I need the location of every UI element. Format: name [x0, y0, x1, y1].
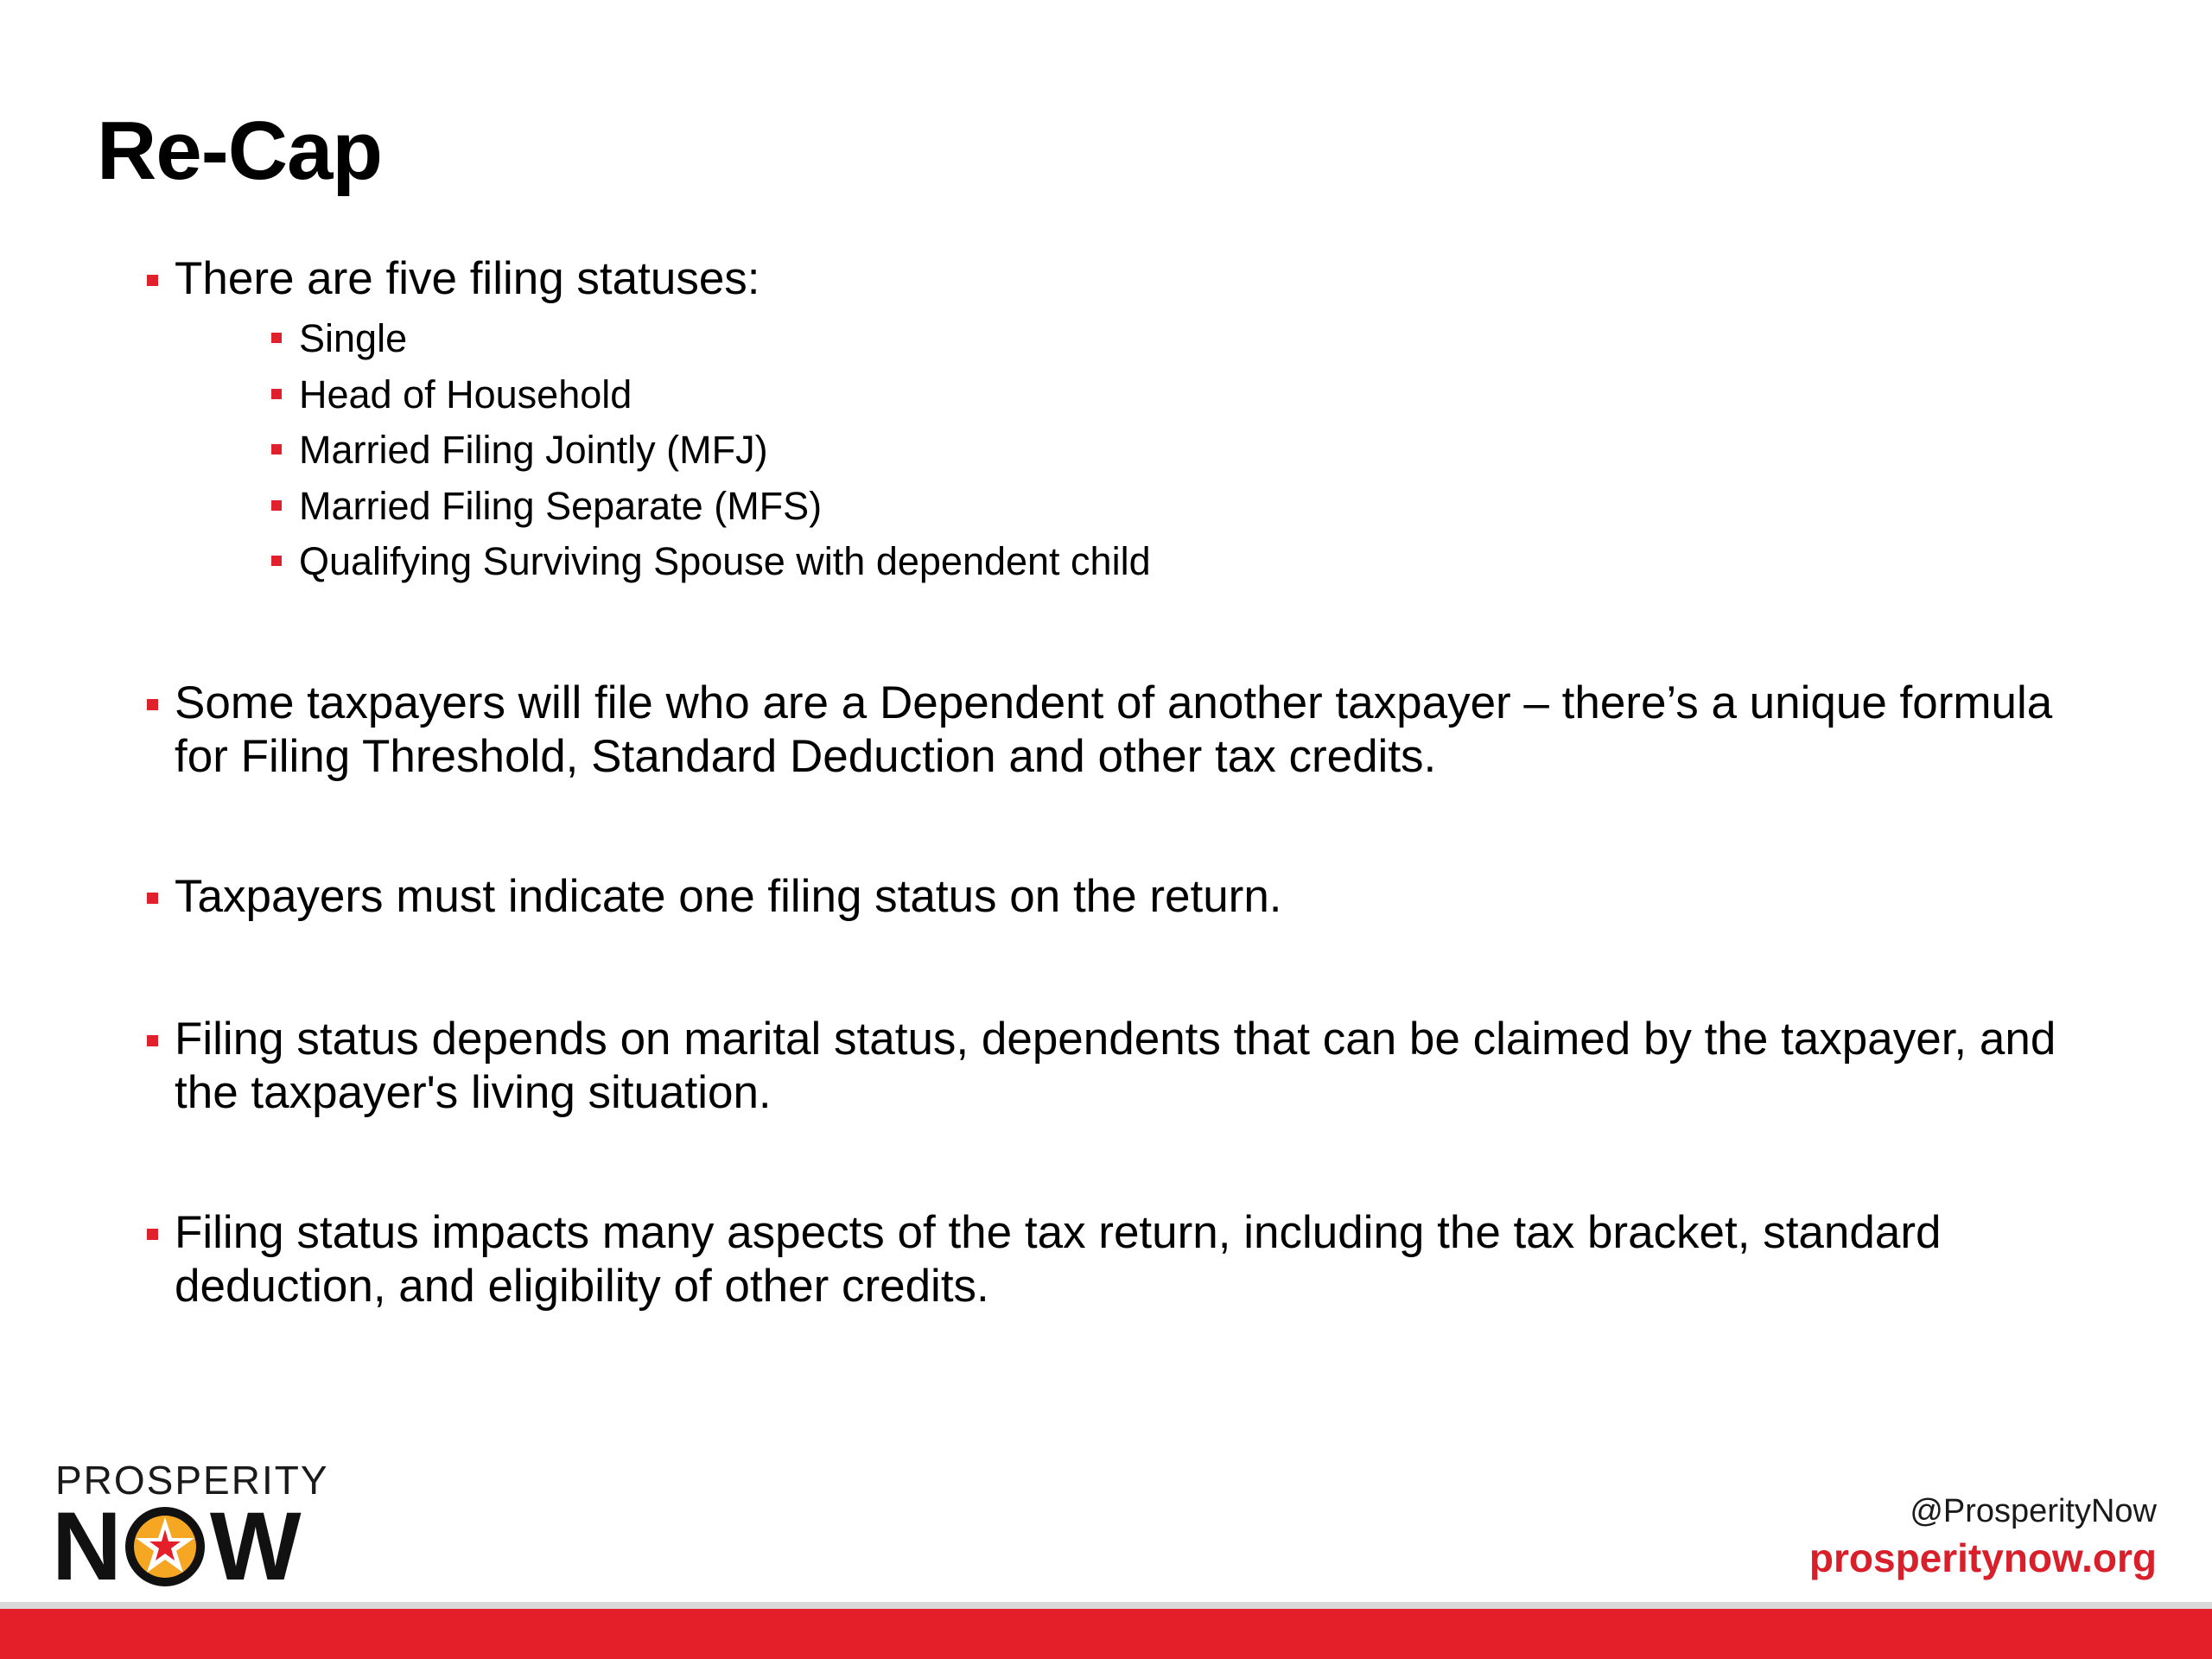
bullet-text: Taxpayers must indicate one filing status on the return. [175, 870, 1282, 922]
sub-bullet-text: Qualifying Surviving Spouse with dependent child [299, 539, 1151, 583]
sub-bullet-text: Head of Household [299, 372, 632, 416]
sub-bullet-item [268, 367, 2079, 423]
bullet-text: There are five filing statuses: [175, 253, 760, 304]
bullet-marker [147, 275, 158, 286]
social-handle: @ProsperityNow [1910, 1493, 2157, 1529]
bullet-marker [271, 333, 282, 343]
bullet-marker [271, 389, 282, 399]
logo-wordmark-top: PROSPERITY [55, 1458, 329, 1503]
slide-title: Re-Cap [97, 105, 383, 197]
bullet-marker [147, 893, 158, 904]
logo-letter: W [209, 1492, 300, 1600]
logo-letter: N [52, 1492, 120, 1600]
bullet-marker [271, 444, 282, 454]
footer-bar [0, 1609, 2212, 1659]
logo-wordmark-now [52, 1492, 300, 1600]
bullet-list [143, 252, 2079, 1313]
sub-bullet-item [268, 479, 2079, 535]
bullet-impacts [143, 1206, 2079, 1313]
bullet-depends-on [143, 1013, 2079, 1120]
bullet-text: Filing status depends on marital status, dependents that can be claimed by the taxpayer, and the taxpayer's living situation. [175, 1013, 2056, 1118]
bullet-filing-statuses [143, 252, 2079, 590]
prosperity-now-logo [52, 1458, 329, 1600]
sub-bullet-list [175, 311, 2079, 590]
sub-bullet-item [268, 311, 2079, 367]
bullet-marker [147, 1035, 158, 1046]
bullet-marker [271, 500, 282, 511]
footer-divider [0, 1602, 2212, 1609]
bullet-text: Filing status impacts many aspects of the tax return, including the tax bracket, standard deduction, and eligibility of other credits. [175, 1206, 1942, 1312]
website-link[interactable]: prosperitynow.org [1808, 1535, 2157, 1580]
sub-bullet-item [268, 534, 2079, 590]
sub-bullet-item [268, 423, 2079, 479]
bullet-text: Some taxpayers will file who are a Dependent of another taxpayer – there’s a unique formula for Filing Threshold, Standard Deduction and other tax credits. [175, 677, 2053, 782]
bullet-one-status [143, 870, 2079, 924]
bullet-dependent [143, 677, 2079, 784]
bullet-marker [147, 699, 158, 710]
sub-bullet-text: Married Filing Jointly (MFJ) [299, 428, 768, 472]
bullet-marker [271, 556, 282, 566]
sub-bullet-text: Married Filing Separate (MFS) [299, 483, 823, 528]
sub-bullet-text: Single [299, 316, 408, 360]
bullet-marker [147, 1229, 158, 1240]
star-circle-icon [122, 1503, 208, 1590]
